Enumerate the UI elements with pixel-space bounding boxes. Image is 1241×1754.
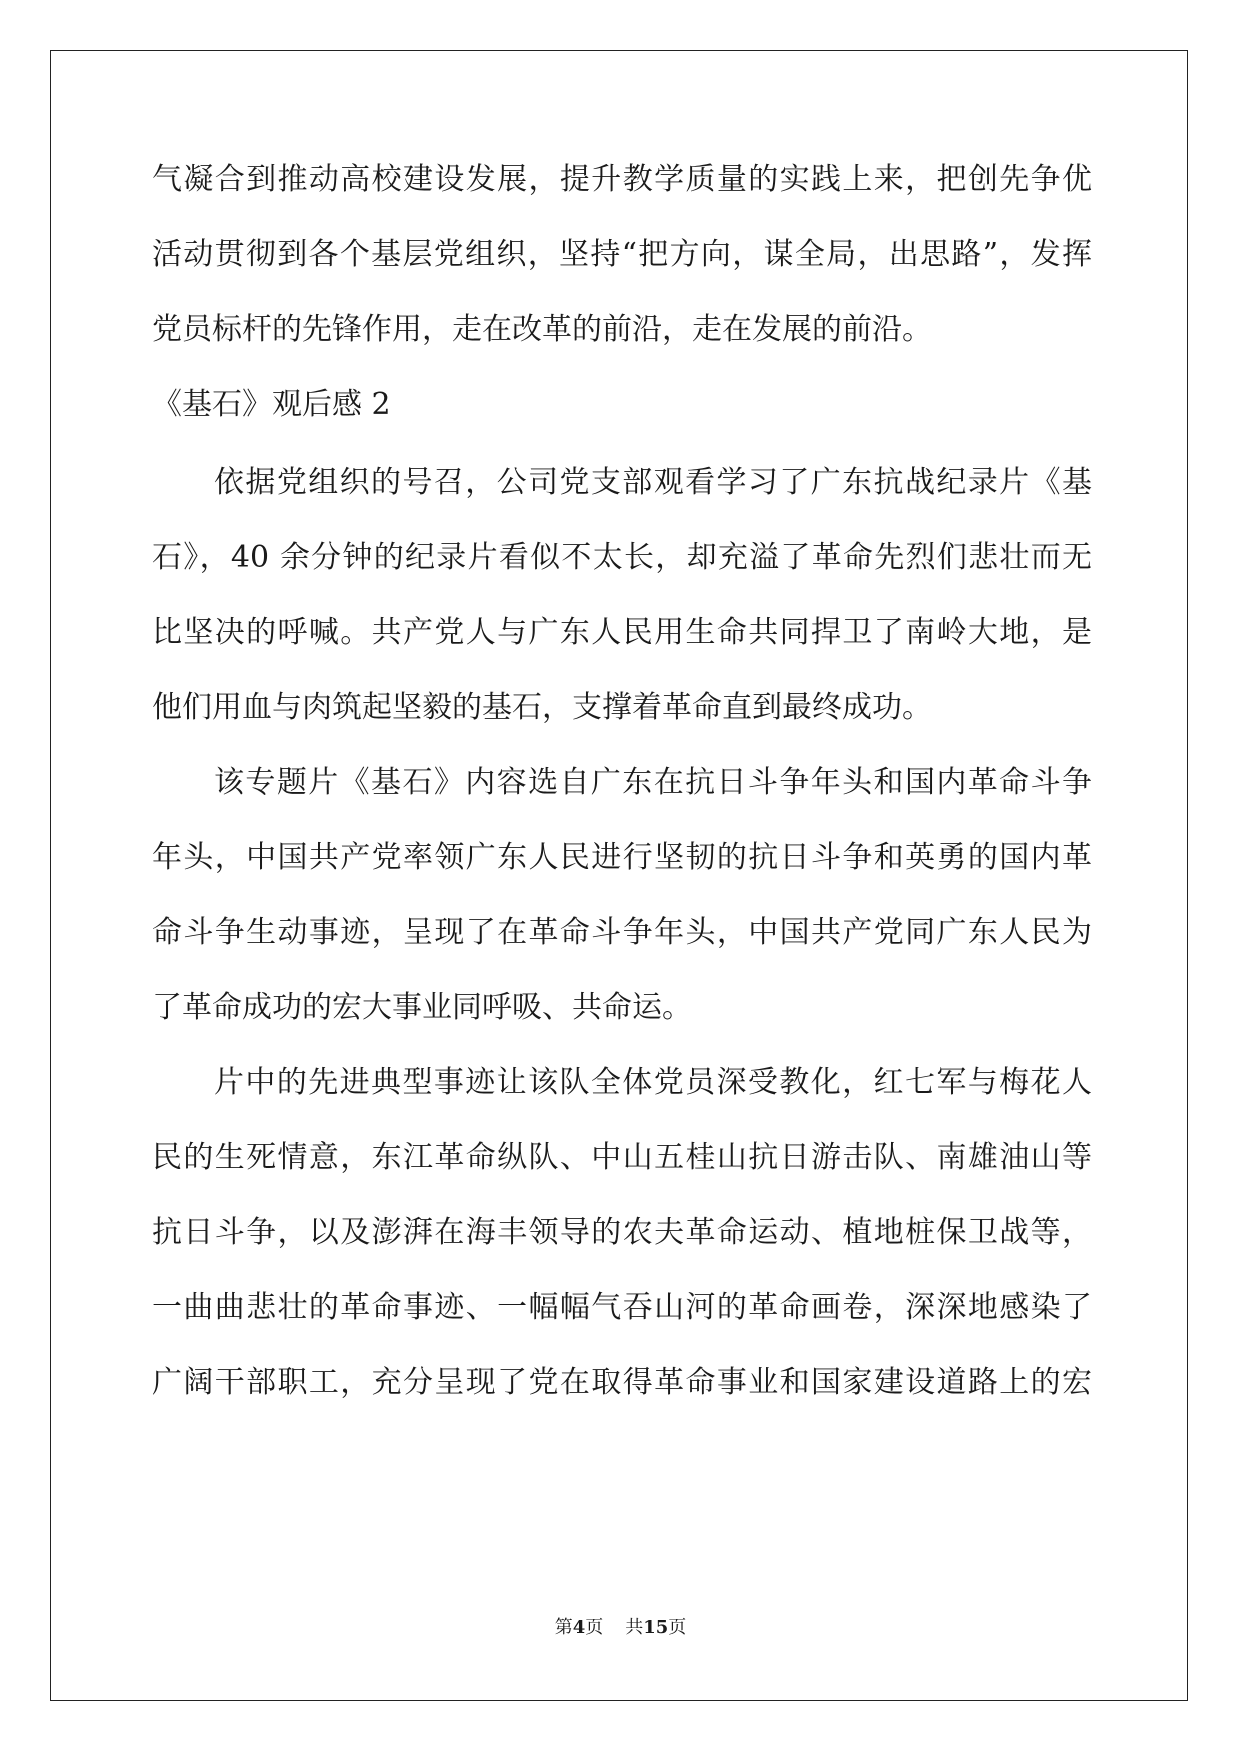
text-line: 活动贯彻到各个基层党组织，坚持“把方向，谋全局，出思路”，发挥: [152, 237, 1092, 272]
total-prefix: 共: [625, 1617, 644, 1638]
text-line: 年头，中国共产党率领广东人民进行坚韧的抗日斗争和英勇的国内革: [152, 840, 1092, 875]
text-line: 广阔干部职工，充分呈现了党在取得革命事业和国家建设道路上的宏: [152, 1365, 1092, 1400]
text-line: 民的生死情意，东江革命纵队、中山五桂山抗日游击队、南雄油山等: [152, 1140, 1092, 1175]
text-line: 他们用血与肉筑起坚毅的基石，支撑着革命直到最终成功。: [152, 690, 932, 725]
text-line: 一曲曲悲壮的革命事迹、一幅幅气吞山河的革命画卷，深深地感染了: [152, 1290, 1092, 1325]
text-line: 石》，40 余分钟的纪录片看似不太长，却充溢了革命先烈们悲壮而无: [152, 540, 1092, 575]
text-line: 党员标杆的先锋作用，走在改革的前沿，走在发展的前沿。: [152, 312, 932, 347]
total-suffix: 页: [668, 1617, 687, 1638]
page-suffix: 页: [585, 1617, 604, 1638]
document-body: [152, 160, 1092, 1438]
text-line: 片中的先进典型事迹让该队全体党员深受教化，红七军与梅花人: [214, 1065, 1092, 1100]
text-line: 了革命成功的宏大事业同呼吸、共命运。: [152, 990, 692, 1025]
text-line: 抗日斗争，以及澎湃在海丰领导的农夫革命运动、植地桩保卫战等，: [152, 1215, 1092, 1250]
text-line: 命斗争生动事迹，呈现了在革命斗争年头，中国共产党同广东人民为: [152, 915, 1092, 950]
text-line: 该专题片《基石》内容选自广东在抗日斗争年头和国内革命斗争: [214, 765, 1092, 800]
total-pages: 15: [643, 1617, 669, 1638]
page-footer: [0, 1616, 1241, 1640]
text-line: 比坚决的呼喊。共产党人与广东人民用生命共同捍卫了南岭大地，是: [152, 615, 1092, 650]
text-line: 气凝合到推动高校建设发展，提升教学质量的实践上来，把创先争优: [152, 162, 1092, 197]
text-line: 依据党组织的号召，公司党支部观看学习了广东抗战纪录片《基: [214, 465, 1092, 500]
section-heading: 《基石》观后感 2: [152, 387, 391, 422]
page-number: 4: [572, 1617, 586, 1638]
page-prefix: 第: [554, 1617, 573, 1638]
